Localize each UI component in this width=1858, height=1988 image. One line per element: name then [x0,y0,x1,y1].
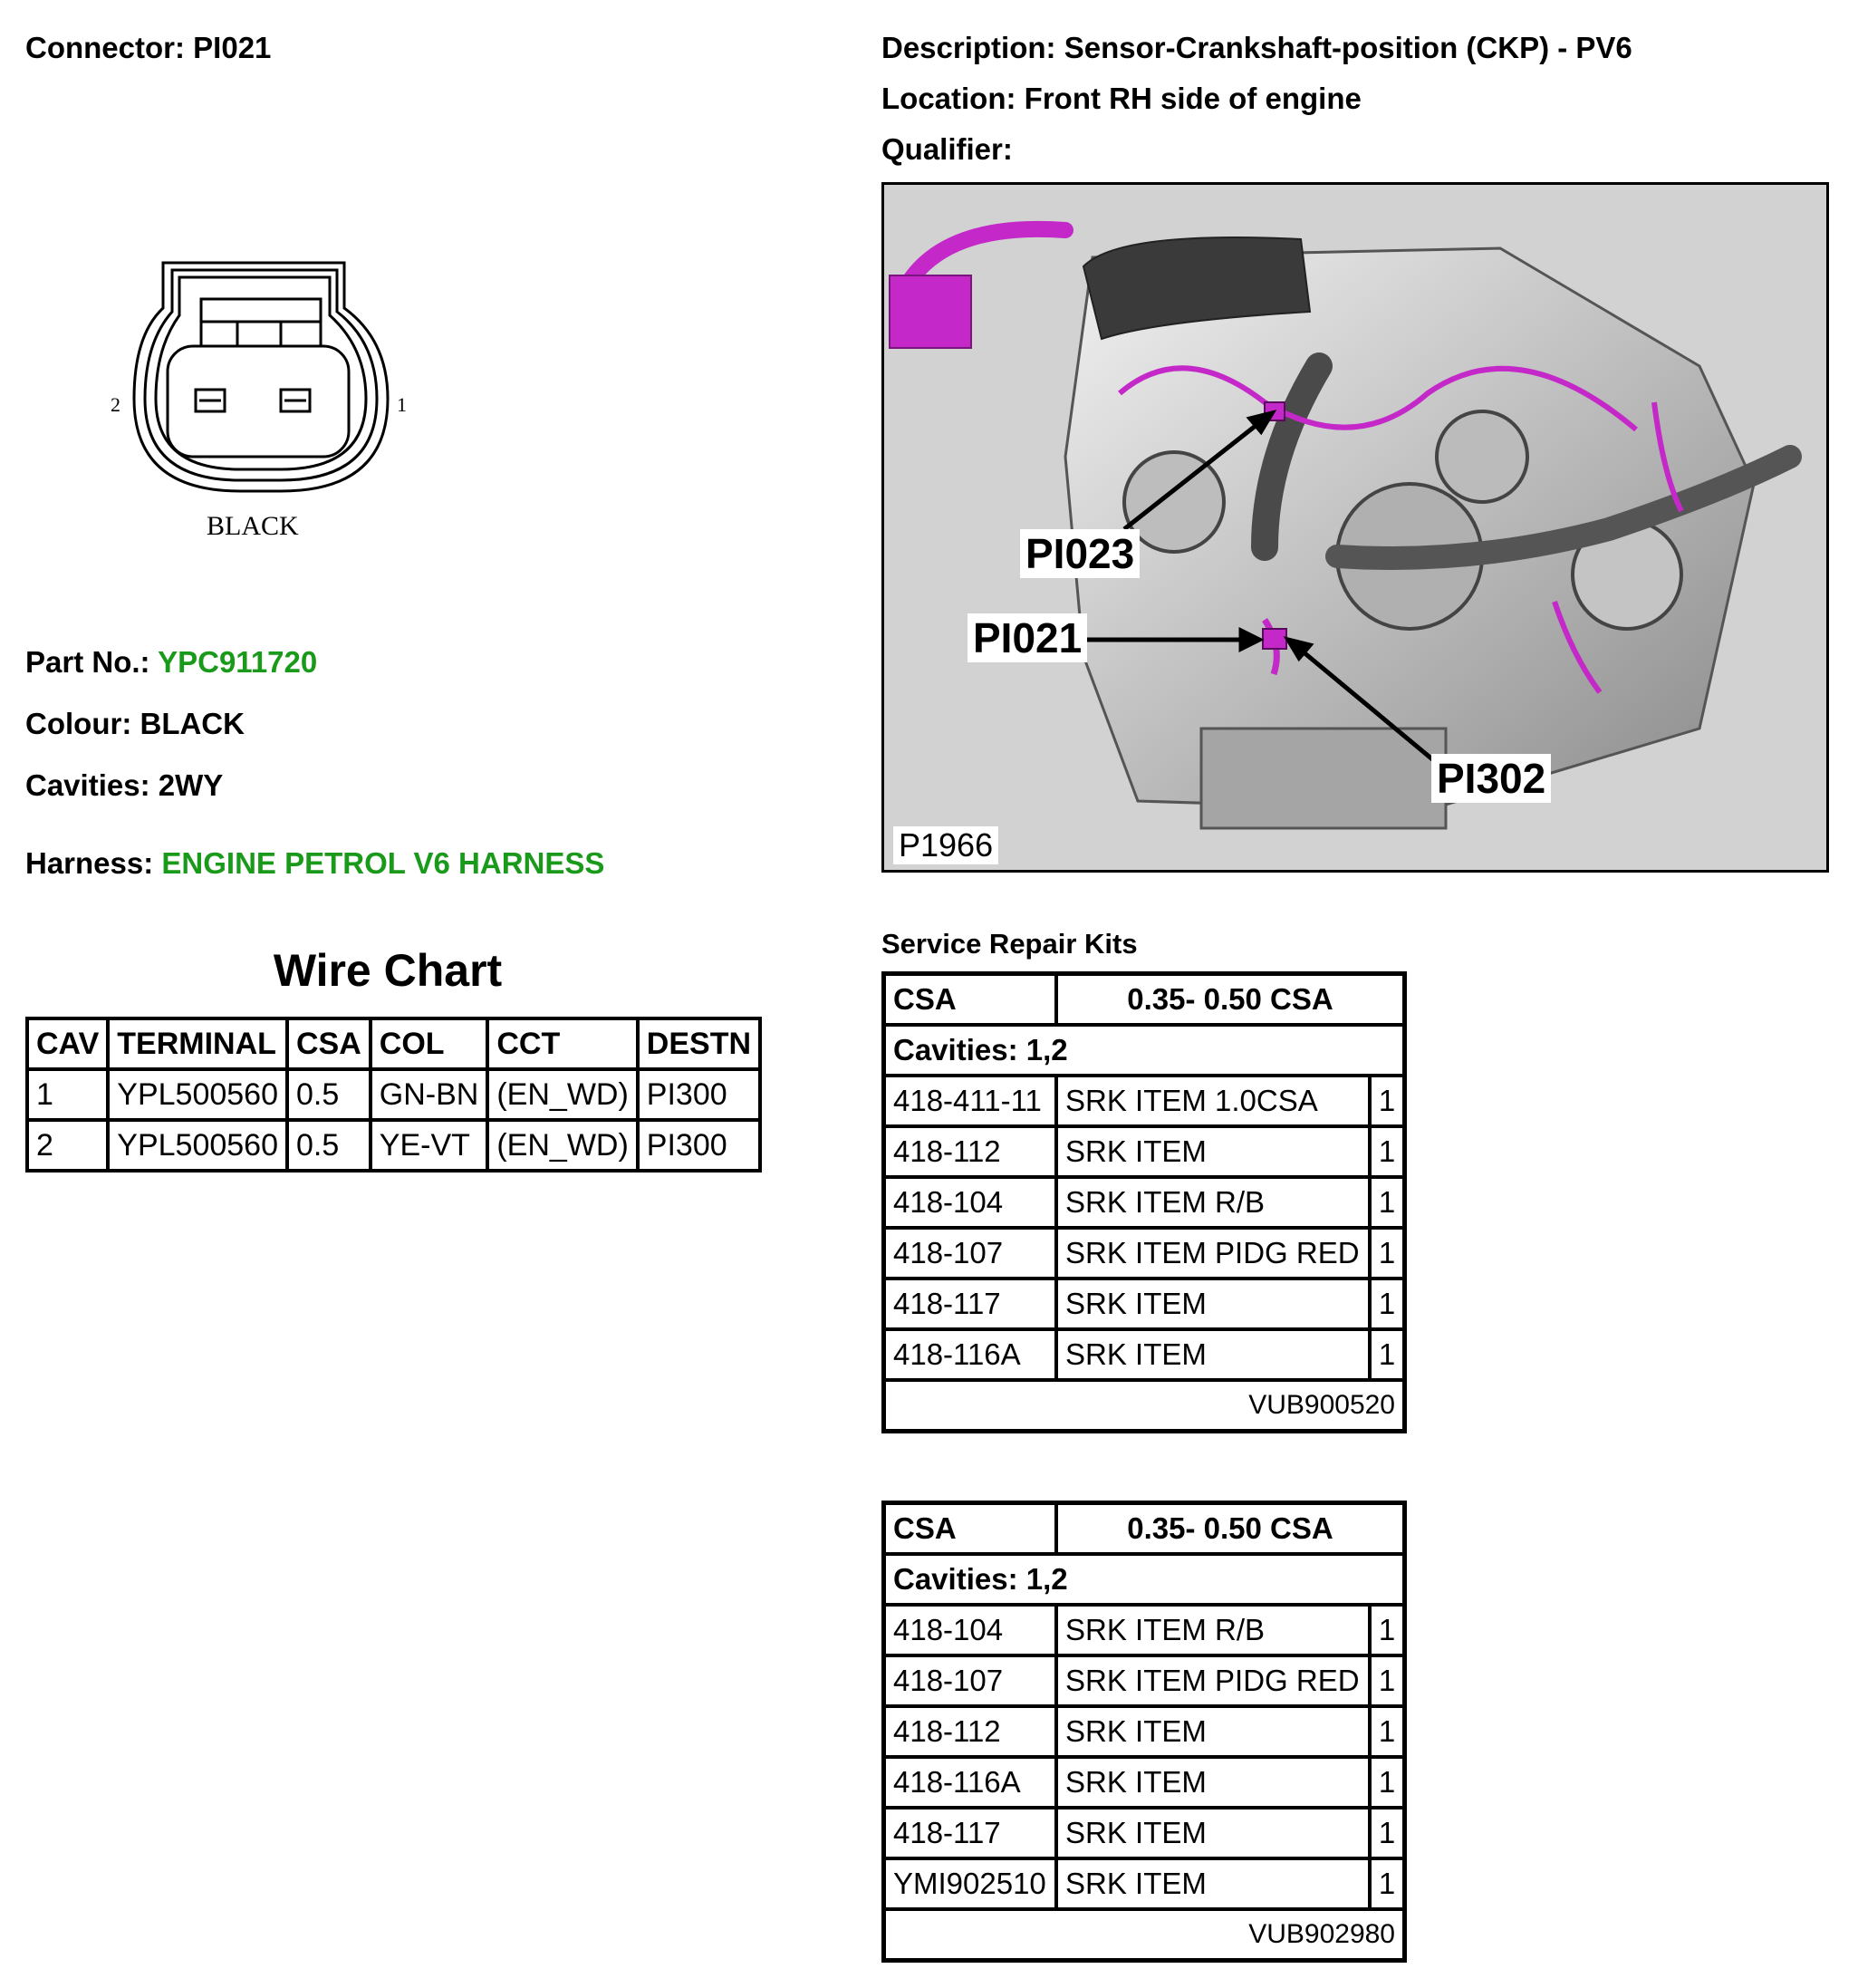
kit-item-code: 418-112 [884,1126,1057,1177]
kit-item-desc: SRK ITEM R/B [1056,1605,1370,1655]
colour-value: BLACK [140,707,245,740]
table-row [884,1126,1405,1177]
kit-csa-label: CSA [884,974,1057,1026]
part-number-link[interactable]: YPC911720 [158,645,318,679]
figure-code: P1966 [893,826,998,864]
kit-item-code: YMI902510 [884,1858,1057,1909]
table-row [27,1120,760,1171]
connector-value: PI021 [193,31,272,64]
kit-item-desc: SRK ITEM 1.0CSA [1056,1076,1370,1126]
location-value: Front RH side of engine [1024,82,1362,115]
kit-item-qty: 1 [1370,1329,1405,1380]
harness-label: Harness: [25,846,154,880]
harness-line [25,846,604,881]
part-number-line [25,645,317,680]
kit-csa-value: 0.35- 0.50 CSA [1056,974,1405,1026]
kit-cavities: Cavities: 1,2 [884,1554,1405,1605]
pin-left-number: 2 [111,393,120,416]
kit-item-code: 418-411-11 [884,1076,1057,1126]
table-row [884,1228,1405,1279]
cell-terminal: YPL500560 [108,1120,287,1171]
wire-chart-title: Wire Chart [273,945,503,996]
description-line [881,31,1632,65]
kit-item-qty: 1 [1370,1126,1405,1177]
cell-col: YE-VT [371,1120,488,1171]
callout-pi023: PI023 [1020,529,1140,578]
kit-item-code: 418-107 [884,1228,1057,1279]
connector-face-diagram [100,254,426,553]
callout-pi021: PI021 [968,613,1087,662]
description-label: Description: [881,31,1056,64]
kit-csa-label: CSA [884,1503,1057,1555]
pulley-4 [1437,411,1527,502]
kit-item-qty: 1 [1370,1228,1405,1279]
harness-connector-block [890,275,971,348]
kit-item-desc: SRK ITEM [1056,1757,1370,1808]
cell-cav: 2 [27,1120,108,1171]
table-row [884,1329,1405,1380]
connector-line [25,31,271,65]
pin-right-number: 1 [397,393,407,416]
table-row [884,1706,1405,1757]
kit-item-code: 418-104 [884,1177,1057,1228]
cell-destn: PI300 [638,1069,760,1120]
col-header-cav: CAV [27,1018,108,1069]
kit-item-qty: 1 [1370,1655,1405,1706]
kit-item-qty: 1 [1370,1706,1405,1757]
kit-item-qty: 1 [1370,1279,1405,1329]
kit-item-qty: 1 [1370,1605,1405,1655]
kit-number-row [884,1909,1405,1961]
location-line [881,82,1362,116]
kit-item-desc: SRK ITEM [1056,1858,1370,1909]
cell-cav: 1 [27,1069,108,1120]
kit-item-code: 418-117 [884,1808,1057,1858]
table-row [884,1858,1405,1909]
kit-cavities-row [884,1554,1405,1605]
cell-terminal: YPL500560 [108,1069,287,1120]
oil-pan [1201,729,1446,828]
col-header-cct: CCT [487,1018,637,1069]
kit-item-desc: SRK ITEM [1056,1808,1370,1858]
table-row [884,1808,1405,1858]
callout-pi302: PI302 [1431,754,1551,803]
service-kit-table-2 [881,1501,1407,1963]
connector-caption: BLACK [207,511,299,541]
kit-item-code: 418-117 [884,1279,1057,1329]
colour-label: Colour: [25,707,132,740]
kit-item-code: 418-112 [884,1706,1057,1757]
col-header-destn: DESTN [638,1018,760,1069]
wire-chart-table [25,1017,762,1173]
kit-cavities-row [884,1025,1405,1076]
table-row [884,1177,1405,1228]
cell-destn: PI300 [638,1120,760,1171]
col-header-csa: CSA [287,1018,371,1069]
kit-cavities: Cavities: 1,2 [884,1025,1405,1076]
kit-item-code: 418-104 [884,1605,1057,1655]
kit-item-code: 418-116A [884,1329,1057,1380]
kit-item-desc: SRK ITEM PIDG RED [1056,1228,1370,1279]
location-label: Location: [881,82,1016,115]
description-value: Sensor-Crankshaft-position (CKP) - PV6 [1064,31,1632,64]
kit-csa-value: 0.35- 0.50 CSA [1056,1503,1405,1555]
cell-cct: (EN_WD) [487,1120,637,1171]
service-kits-title: Service Repair Kits [881,928,1138,960]
cavities-value: 2WY [158,768,224,802]
kit-number: VUB902980 [884,1909,1405,1961]
kit-csa-row [884,1503,1405,1555]
connector-inner-outline [156,277,366,469]
harness-link[interactable]: ENGINE PETROL V6 HARNESS [161,846,605,880]
kit-item-desc: SRK ITEM [1056,1706,1370,1757]
kit-item-code: 418-107 [884,1655,1057,1706]
table-row [884,1076,1405,1126]
table-row [884,1605,1405,1655]
engine-location-photo [881,182,1829,873]
part-number-label: Part No.: [25,645,150,679]
connector-label: Connector: [25,31,185,64]
kit-item-desc: SRK ITEM PIDG RED [1056,1655,1370,1706]
service-kit-table-1 [881,971,1407,1433]
kit-item-qty: 1 [1370,1757,1405,1808]
col-header-col: COL [371,1018,488,1069]
kit-number-row [884,1380,1405,1432]
kit-item-qty: 1 [1370,1858,1405,1909]
kit-item-desc: SRK ITEM R/B [1056,1177,1370,1228]
kit-item-code: 418-116A [884,1757,1057,1808]
cell-csa: 0.5 [287,1120,371,1171]
table-row [884,1655,1405,1706]
cavities-line [25,768,223,803]
kit-item-qty: 1 [1370,1076,1405,1126]
kit-item-desc: SRK ITEM [1056,1329,1370,1380]
cell-csa: 0.5 [287,1069,371,1120]
kit-item-qty: 1 [1370,1808,1405,1858]
kit-csa-row [884,974,1405,1026]
wire-chart-header-row [27,1018,760,1069]
table-row [884,1279,1405,1329]
cell-cct: (EN_WD) [487,1069,637,1120]
cell-col: GN-BN [371,1069,488,1120]
kit-item-qty: 1 [1370,1177,1405,1228]
col-header-terminal: TERMINAL [108,1018,287,1069]
pi021-sensor [1263,629,1286,649]
table-row [884,1757,1405,1808]
kit-item-desc: SRK ITEM [1056,1126,1370,1177]
kit-item-desc: SRK ITEM [1056,1279,1370,1329]
colour-line [25,707,245,741]
qualifier-label: Qualifier: [881,132,1013,166]
engine-illustration [884,185,1826,870]
kit-number: VUB900520 [884,1380,1405,1432]
cavities-label: Cavities: [25,768,150,802]
table-row [27,1069,760,1120]
